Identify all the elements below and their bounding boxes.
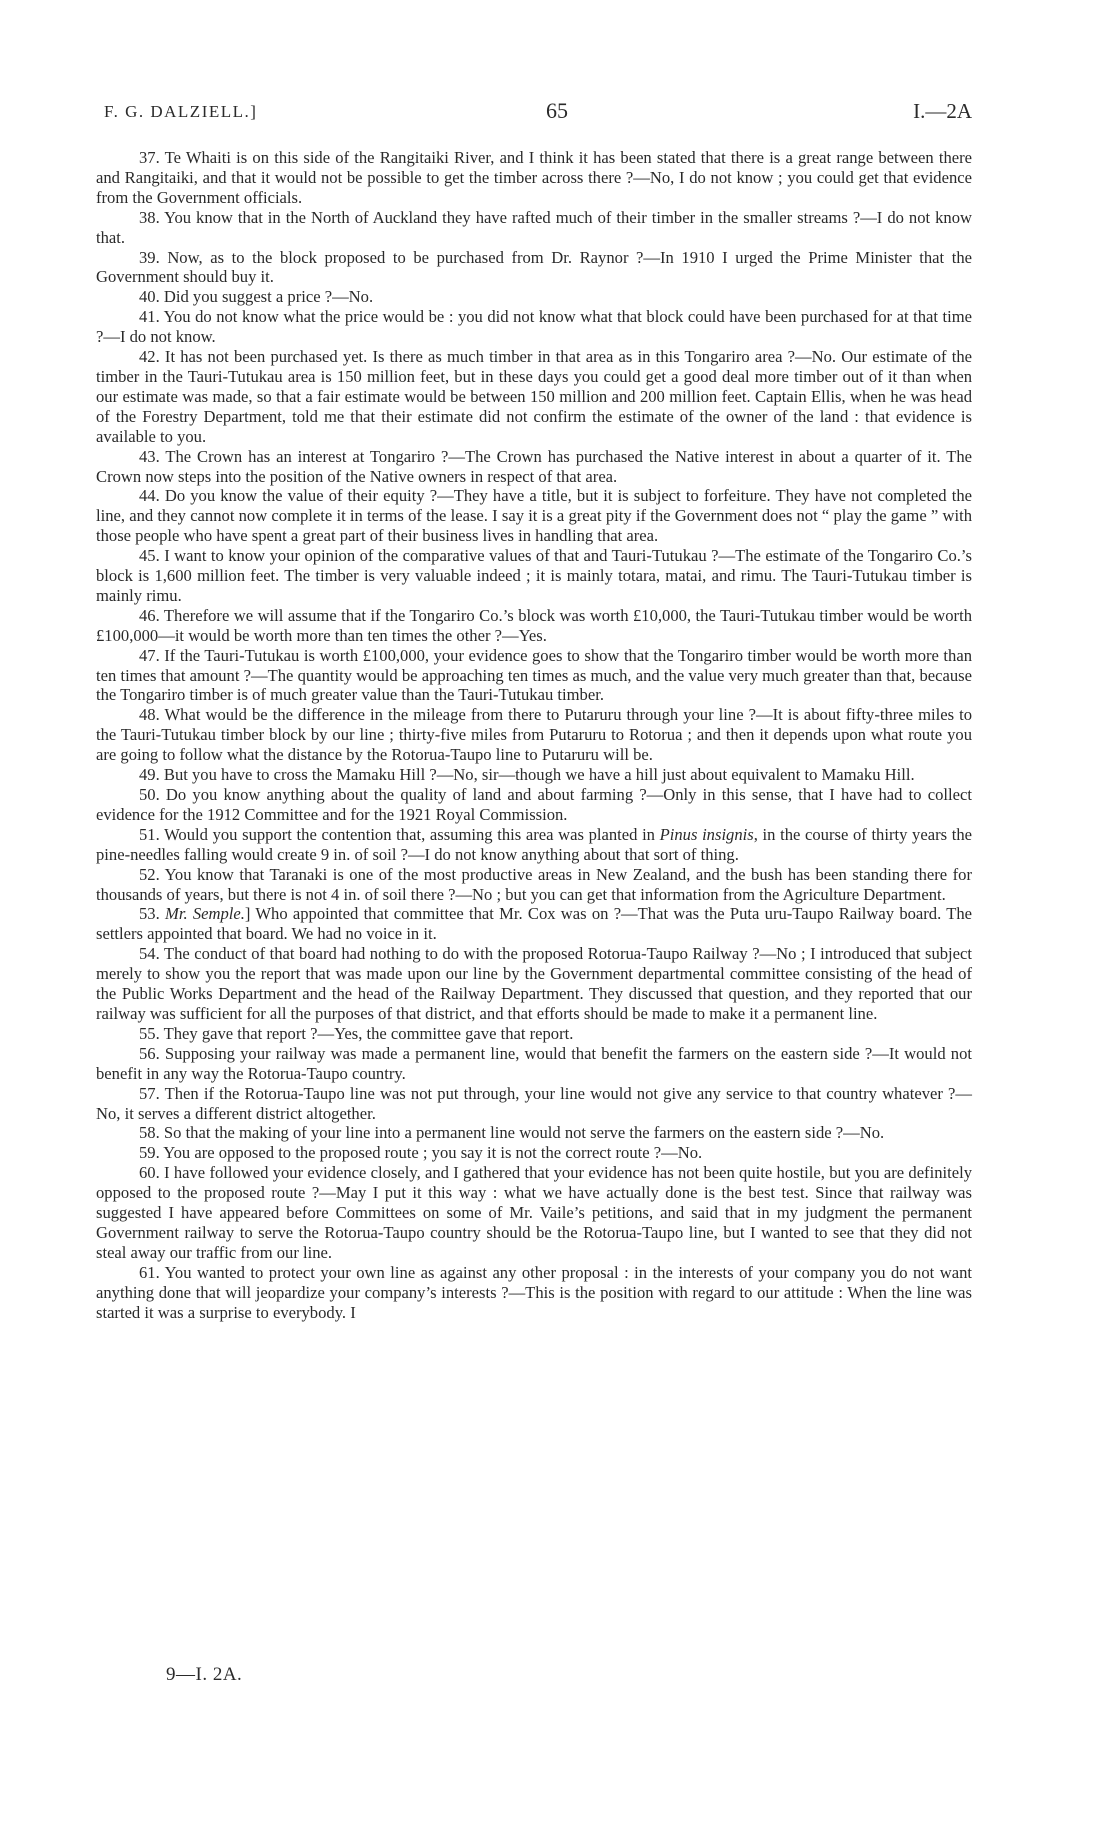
paragraph-58: 58. So that the making of your line into a permanent line would not serve the farmers on the eastern side ?—No. — [139, 1123, 885, 1143]
paragraph-45: 45. I want to know your opinion of the comparative values of that and Tauri-Tutukau ?—The estimate of the Tongariro Co.’s block is 1,600 million feet. The timber is very valuable indeed ; it is mainly totara, matai, and rimu. The Tauri-Tutukau timber is mainly rimu. — [96, 546, 972, 605]
italic-term: Pinus insignis — [659, 824, 754, 844]
paragraph-57: 57. Then if the Rotorua-Taupo line was not put through, your line would not give any service to that country whatever ?—No, it serves a different district altogether. — [96, 1083, 972, 1123]
paragraph-53: 53. Mr. Semple.] Who appointed that committee that Mr. Cox was on ?—That was the Puta uru-Taupo Railway board. The settlers appointed that board. We had no voice in it. — [96, 904, 972, 944]
paragraph-39: 39. Now, as to the block proposed to be purchased from Dr. Raynor ?—In 1910 I urged the Prime Minister that the Government should buy it. — [96, 247, 972, 287]
paragraph-61: 61. You wanted to protect your own line as against any other proposal : in the interests of your company you do not want anything done that will jeopardize your company’s interests ?—This is the position with regard to our attitude : When the line was started it was a surprise to everybody. I — [96, 1262, 972, 1322]
paragraph-50: 50. Do you know anything about the quality of land and about farming ?—Only in this sense, that I have had to collect evidence for the 1912 Committee and for the 1921 Royal Commission. — [96, 785, 972, 824]
page-header — [0, 98, 1114, 126]
paragraph-56: 56. Supposing your railway was made a permanent line, would that benefit the farmers on the eastern side ?—It would not benefit in any way the Rotorua-Taupo country. — [96, 1043, 972, 1083]
paragraph-41: 41. You do not know what the price would be : you did not know what that block could have been purchased for at that time ?—I do not know. — [96, 307, 972, 347]
paragraph-38: 38. You know that in the North of Auckland they have rafted much of their timber in the smaller streams ?—I do not know that. — [96, 207, 972, 247]
signature-mark: 9—I. 2A. — [166, 1664, 243, 1685]
paragraph-59: 59. You are opposed to the proposed route ; you say it is not the correct route ?—No. — [139, 1143, 703, 1163]
paragraph-44: 44. Do you know the value of their equity ?—They have a title, but it is subject to forfeiture. They have not completed the line, and they cannot now complete it in terms of the lease. I say it is a great pity if the Government does not “ play the game ” with those people who have spent a great part of their business lives in handling that area. — [96, 486, 972, 546]
paragraph-55: 55. They gave that report ?—Yes, the committee gave that report. — [139, 1023, 574, 1043]
paragraph-49: 49. But you have to cross the Mamaku Hill ?—No, sir—though we have a hill just about equivalent to Mamaku Hill. — [139, 765, 915, 785]
paragraph-47: 47. If the Tauri-Tutukau is worth £100,000, your evidence goes to show that the Tongariro timber would be worth more than ten times that amount ?—The quantity would be approaching ten times as much, and the value very much greater than that, because the Tongariro timber is of much greater value than the Tauri-Tutukau timber. — [96, 645, 972, 705]
paragraph-60: 60. I have followed your evidence closely, and I gathered that your evidence has not been quite hostile, but you are definitely opposed to the proposed route ?—May I put it this way : what we have actually done is the best test. Since that railway was suggested I have appeared before Committees on some of Mr. Vaile’s petitions, and said that in my judgment the permanent Government railway to serve the Rotorua-Taupo country should be the Rotorua-Taupo line, but I wanted to see that they did not steal away our traffic from our line. — [96, 1163, 972, 1262]
document-reference: I.—2A — [913, 99, 972, 123]
italic-term: Mr. Semple. — [165, 904, 245, 924]
paragraph-54: 54. The conduct of that board had nothing to do with the proposed Rotorua-Taupo Railway ?—No ; I introduced that subject merely to show you the report that was made upon our line by the Government departmental committee consisting of the head of the Public Works Department and the head of the Railway Department. They discussed that question, and they reported that our railway was sufficient for all the purposes of that district, and that efforts should be made to make it a permanent line. — [96, 944, 972, 1023]
document-body — [96, 148, 972, 1322]
paragraph-40: 40. Did you suggest a price ?—No. — [139, 287, 374, 307]
paragraph-37: 37. Te Whaiti is on this side of the Rangitaiki River, and I think it has been stated that there is a great range between there and Rangitaiki, and that it would not be possible to get the timber across there ?—No, I do not know ; you could get that evidence from the Government officials. — [96, 148, 972, 207]
paragraph-51: 51. Would you support the contention that, assuming this area was planted in Pinus insignis, in the course of thirty years the pine-needles falling would create 9 in. of soil ?—I do not know anything about that sort of thing. — [96, 824, 972, 864]
paragraph-46: 46. Therefore we will assume that if the Tongariro Co.’s block was worth £10,000, the Tauri-Tutukau timber would be worth £100,000—it would be worth more than ten times the other ?—Yes. — [96, 605, 972, 645]
paragraph-52: 52. You know that Taranaki is one of the most productive areas in New Zealand, and the bush has been standing there for thousands of years, but there is not 4 in. of soil there ?—No ; but you can get that information from the Agriculture Department. — [96, 864, 972, 904]
paragraph-42: 42. It has not been purchased yet. Is there as much timber in that area as in this Tongariro area ?—No. Our estimate of the timber in the Tauri-Tutukau area is 150 million feet, but in these days you could get a good deal more timber out of it than when our estimate was made, so that a fair estimate would be between 150 million and 200 million feet. Captain Ellis, when he was head of the Forestry Department, told me that their estimate did not confirm the estimate of the owner of the land : that evidence is available to you. — [96, 347, 972, 446]
paragraph-43: 43. The Crown has an interest at Tongariro ?—The Crown has purchased the Native interest in about a quarter of it. The Crown now steps into the position of the Native owners in respect of that area. — [96, 446, 972, 486]
page-number: 65 — [546, 98, 568, 123]
paragraph-48: 48. What would be the difference in the mileage from there to Putaruru through your line ?—It is about fifty-three miles to the Tauri-Tutukau timber block by our line ; thirty-five miles from Putaruru to Rotorua ; and then it depends upon what route you are going to follow what the distance by the Rotorua-Taupo line to Putaruru will be. — [96, 705, 972, 765]
header-witness-name: F. G. DALZIELL.] — [104, 102, 258, 121]
